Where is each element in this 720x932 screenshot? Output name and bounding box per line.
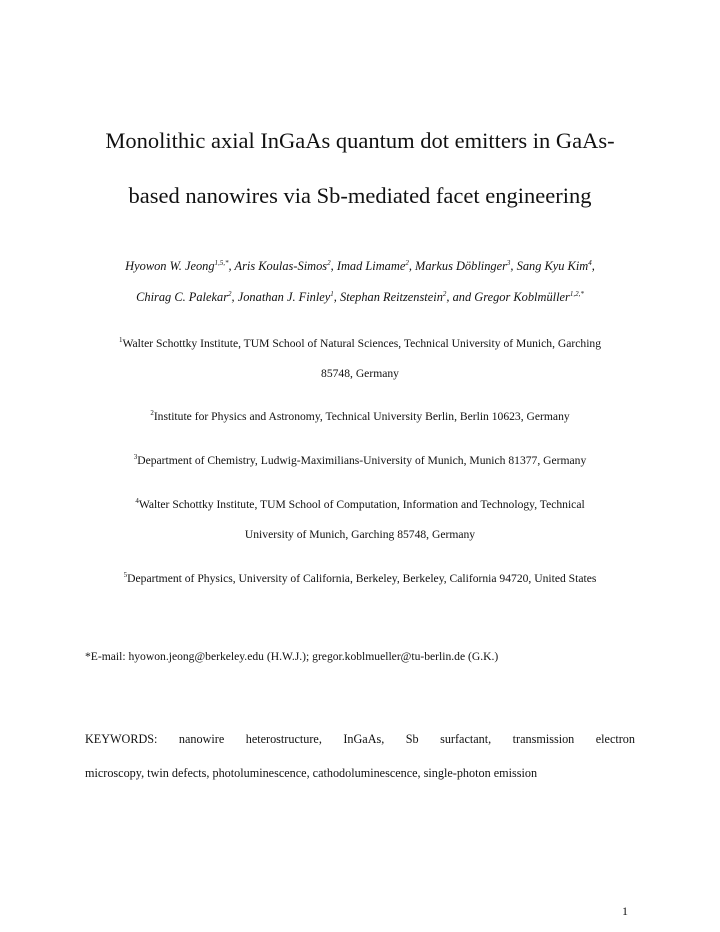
- author-affiliation-marker: 2: [442, 290, 447, 298]
- affiliation-text: Institute for Physics and Astronomy, Technical University Berlin, Berlin 10623, Germany: [153, 410, 570, 423]
- author-affiliation-marker: 1,5,*: [214, 259, 229, 267]
- affiliation-text: 85748, Germany: [321, 367, 399, 380]
- author-name: Stephan Reitzenstein: [340, 290, 443, 304]
- author-list-line-1: [70, 260, 650, 272]
- affiliation-text: University of Munich, Garching 85748, Germany: [244, 528, 476, 541]
- author-name: Aris Koulas-Simos: [234, 259, 328, 273]
- keywords-line-2: microscopy, twin defects, photoluminescence, cathodoluminescence, single-photon emission: [85, 766, 538, 780]
- affiliation-text: Walter Schottky Institute, TUM School of Computation, Information and Technology, Technical: [138, 498, 585, 511]
- affiliation-3: [70, 455, 650, 467]
- keywords-line-1: KEYWORDS: nanowire heterostructure, InGaAs, Sb surfactant, transmission electron: [85, 732, 635, 746]
- affiliation-text: Department of Chemistry, Ludwig-Maximilians-University of Munich, Munich 81377, Germany: [137, 454, 587, 467]
- author-name: Jonathan J. Finley: [237, 290, 331, 304]
- affiliation-1-continued: [70, 368, 650, 380]
- author-list-line-2: [70, 291, 650, 303]
- corresponding-email: *E-mail: hyowon.jeong@berkeley.edu (H.W.J.); gregor.koblmueller@tu-berlin.de (G.K.): [85, 650, 499, 663]
- author-name: Markus Döblinger: [415, 259, 507, 273]
- author-separator: ,: [330, 259, 337, 273]
- author-separator: ,: [231, 290, 238, 304]
- author-affiliation-marker: 2: [228, 290, 232, 298]
- affiliation-marker: 1: [118, 336, 123, 344]
- author-name: Sang Kyu Kim: [516, 259, 589, 273]
- affiliation-4-continued: [70, 529, 650, 541]
- author-affiliation-marker: 2: [405, 259, 409, 267]
- author-separator: ,: [510, 259, 517, 273]
- author-name: Gregor Koblmüller: [474, 290, 570, 304]
- author-separator: ,: [333, 290, 340, 304]
- affiliation-1: [70, 338, 650, 350]
- affiliation-marker: 4: [135, 497, 139, 505]
- page-number: 1: [622, 904, 628, 918]
- paper-title-line-1: Monolithic axial InGaAs quantum dot emitters in GaAs-: [105, 128, 615, 153]
- author-name: Hyowon W. Jeong: [125, 259, 215, 273]
- affiliation-marker: 2: [150, 409, 154, 417]
- affiliation-marker: 5: [123, 571, 128, 579]
- author-separator: ,: [228, 259, 235, 273]
- affiliation-2: [70, 411, 650, 423]
- author-affiliation-marker: 4: [588, 259, 592, 267]
- paper-title-line-2: based nanowires via Sb-mediated facet engineering: [128, 183, 592, 208]
- author-affiliation-marker: 2: [327, 259, 331, 267]
- author-name: Chirag C. Palekar: [136, 290, 229, 304]
- author-separator: ,: [591, 259, 595, 273]
- affiliation-5: [70, 573, 650, 585]
- author-affiliation-marker: 1: [330, 290, 334, 298]
- author-name: Imad Limame: [336, 259, 406, 273]
- author-affiliation-marker: 1,2,*: [569, 290, 584, 298]
- author-separator: , and: [446, 290, 475, 304]
- affiliation-4: [70, 499, 650, 511]
- author-separator: ,: [408, 259, 416, 273]
- author-affiliation-marker: 3: [506, 259, 511, 267]
- affiliation-text: Department of Physics, University of California, Berkeley, Berkeley, California 94720, United States: [127, 572, 597, 585]
- affiliation-marker: 3: [133, 453, 138, 461]
- affiliation-text: Walter Schottky Institute, TUM School of Natural Sciences, Technical University of Munich, Garching: [122, 337, 602, 350]
